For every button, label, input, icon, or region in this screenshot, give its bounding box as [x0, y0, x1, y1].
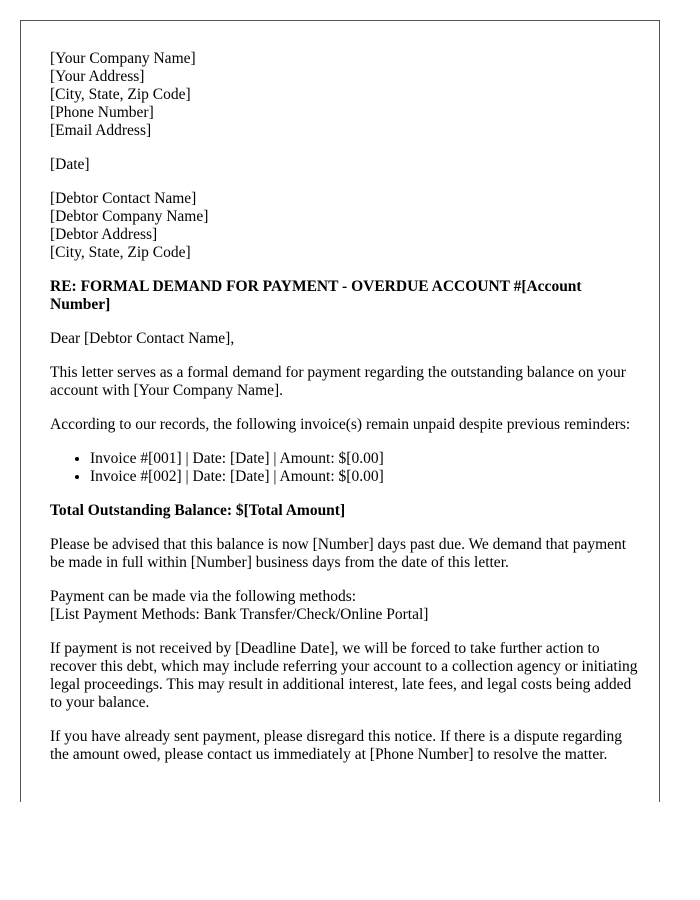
subject-line: RE: FORMAL DEMAND FOR PAYMENT - OVERDUE ACCOUNT #[Account Number] [50, 278, 582, 313]
consequences-paragraph: If payment is not received by [Deadline Date], we will be forced to take further action to recover this debt, which may include referring your account to a collection agency or initiating legal proceedings. This may result in additional interest, late fees, and legal costs being added to your balance. [50, 640, 638, 711]
records-paragraph: According to our records, the following invoice(s) remain unpaid despite previous reminders: [50, 416, 631, 433]
sender-email: [Email Address] [50, 122, 152, 139]
past-due-paragraph: Please be advised that this balance is now [Number] days past due. We demand that payment be made in full within [Number] business days from the date of this letter. [50, 536, 627, 571]
dispute-paragraph: If you have already sent payment, please disregard this notice. If there is a dispute regarding the amount owed, please contact us immediately at [Phone Number] to resolve the matter. [50, 728, 623, 763]
sender-phone: [Phone Number] [50, 104, 154, 121]
payment-methods-intro: Payment can be made via the following methods: [50, 588, 357, 605]
letter-content [50, 50, 640, 780]
sender-company: [Your Company Name] [50, 50, 196, 67]
invoice-item: • Invoice #[002] | Date: [Date] | Amount: $[0.00] [90, 468, 640, 486]
date-block [50, 156, 640, 174]
total-balance: Total Outstanding Balance: $[Total Amount] [50, 502, 346, 519]
payment-methods-list: [List Payment Methods: Bank Transfer/Check/Online Portal] [50, 606, 429, 623]
sender-block [50, 50, 640, 140]
invoice-item: • Invoice #[001] | Date: [Date] | Amount: $[0.00] [90, 450, 640, 468]
letter-date: [Date] [50, 156, 90, 173]
recipient-company: [Debtor Company Name] [50, 208, 209, 225]
recipient-block [50, 190, 640, 262]
salutation: Dear [Debtor Contact Name], [50, 330, 235, 347]
sender-city-state-zip: [City, State, Zip Code] [50, 86, 191, 103]
recipient-contact: [Debtor Contact Name] [50, 190, 197, 207]
intro-paragraph: This letter serves as a formal demand for payment regarding the outstanding balance on your account with [Your Company Name]. [50, 364, 626, 399]
letter-page [20, 20, 660, 802]
invoice-list [50, 450, 640, 486]
sender-address: [Your Address] [50, 68, 145, 85]
recipient-address: [Debtor Address] [50, 226, 158, 243]
payment-methods-block [50, 588, 640, 624]
recipient-city-state-zip: [City, State, Zip Code] [50, 244, 191, 261]
